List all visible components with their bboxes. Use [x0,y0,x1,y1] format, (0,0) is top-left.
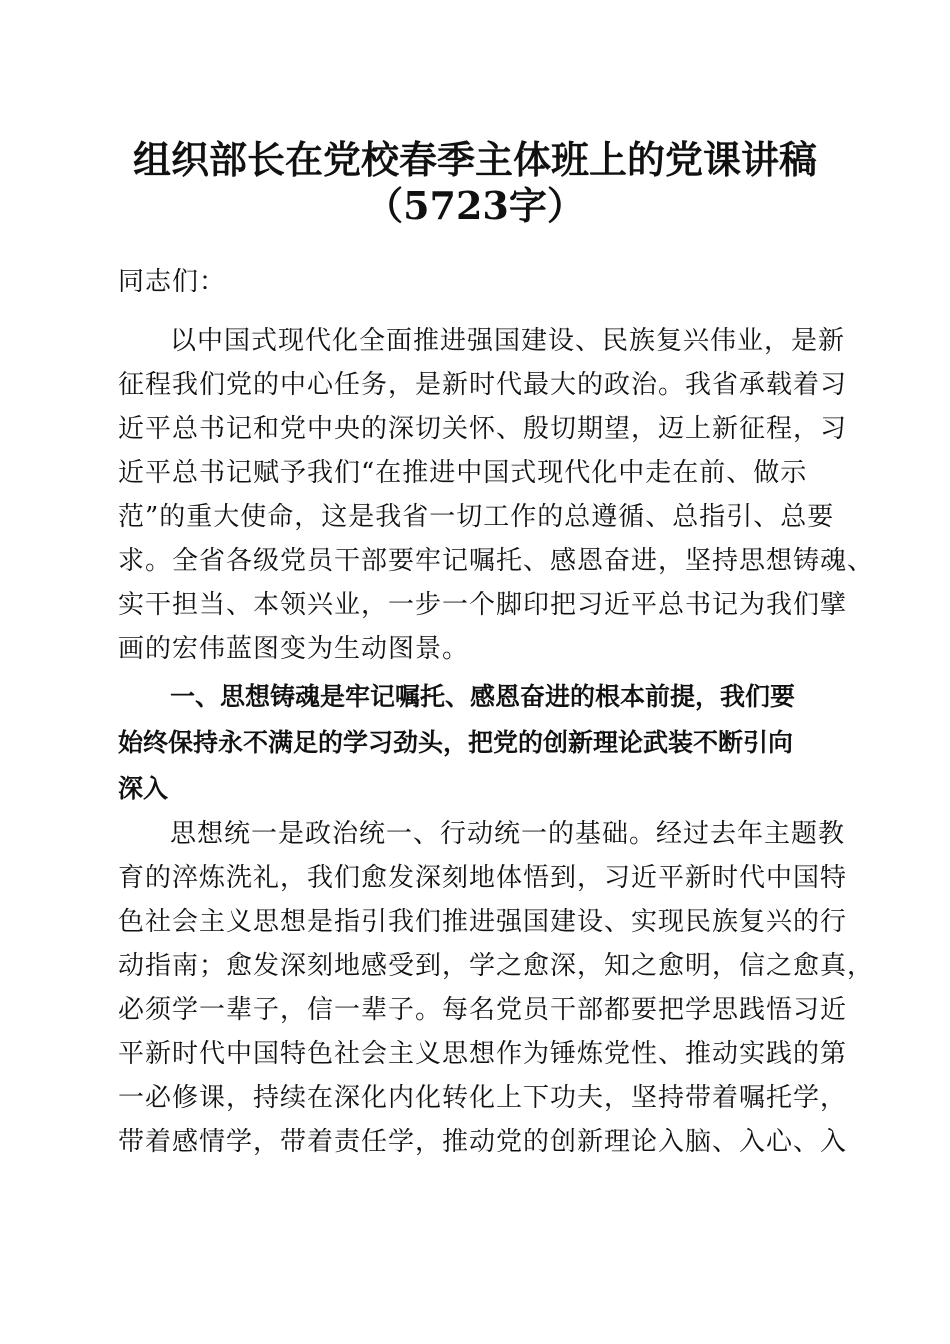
salutation: 同志们： [118,267,227,297]
intro-line: 求。全省各级党员干部要牢记嘱托、感恩奋进，坚持思想铸魂、 [118,546,875,576]
section-body-line: 必须学一辈子，信一辈子。每名党员干部都要把学思践悟习近 [118,995,848,1025]
section-body-line: 带着感情学，带着责任学，推动党的创新理论入脑、入心、入 [118,1127,848,1157]
intro-line: 近平总书记赋予我们“在推进中国式现代化中走在前、做示 [118,458,808,488]
section-body-line: 一必修课，持续在深化内化转化上下功夫，坚持带着嘱托学， [118,1083,848,1113]
section-heading-line: 深入 [118,774,169,803]
document-word-count: （5723字） [365,183,585,228]
section-body-line: 思想统一是政治统一、行动统一的基础。经过去年主题教 [170,819,846,849]
intro-line: 近平总书记和党中央的深切关怀、殷切期望，迈上新征程，习 [118,414,848,444]
section-heading-line: 始终保持永不满足的学习劲头，把党的创新理论武装不断引向 [118,728,794,757]
document-title: 组织部长在党校春季主体班上的党课讲稿 [132,137,817,182]
section-heading-line: 一、思想铸魂是牢记嘱托、感恩奋进的根本前提，我们要 [170,682,796,711]
intro-line: 范”的重大使命，这是我省一切工作的总遵循、总指引、总要 [118,502,835,532]
intro-line: 实干担当、本领兴业，一步一个脚印把习近平总书记为我们擘 [118,590,848,620]
intro-line: 画的宏伟蓝图变为生动图景。 [118,634,470,664]
section-body-line: 平新时代中国特色社会主义思想作为锤炼党性、推动实践的第 [118,1039,848,1069]
section-body-line: 育的淬炼洗礼，我们愈发深刻地体悟到，习近平新时代中国特 [118,863,848,893]
intro-line: 征程我们党的中心任务，是新时代最大的政治。我省承载着习 [118,370,848,400]
section-body-line: 动指南；愈发深刻地感受到，学之愈深，知之愈明，信之愈真， [118,951,875,981]
intro-line: 以中国式现代化全面推进强国建设、民族复兴伟业，是新 [170,326,846,356]
section-body-line: 色社会主义思想是指引我们推进强国建设、实现民族复兴的行 [118,907,848,937]
